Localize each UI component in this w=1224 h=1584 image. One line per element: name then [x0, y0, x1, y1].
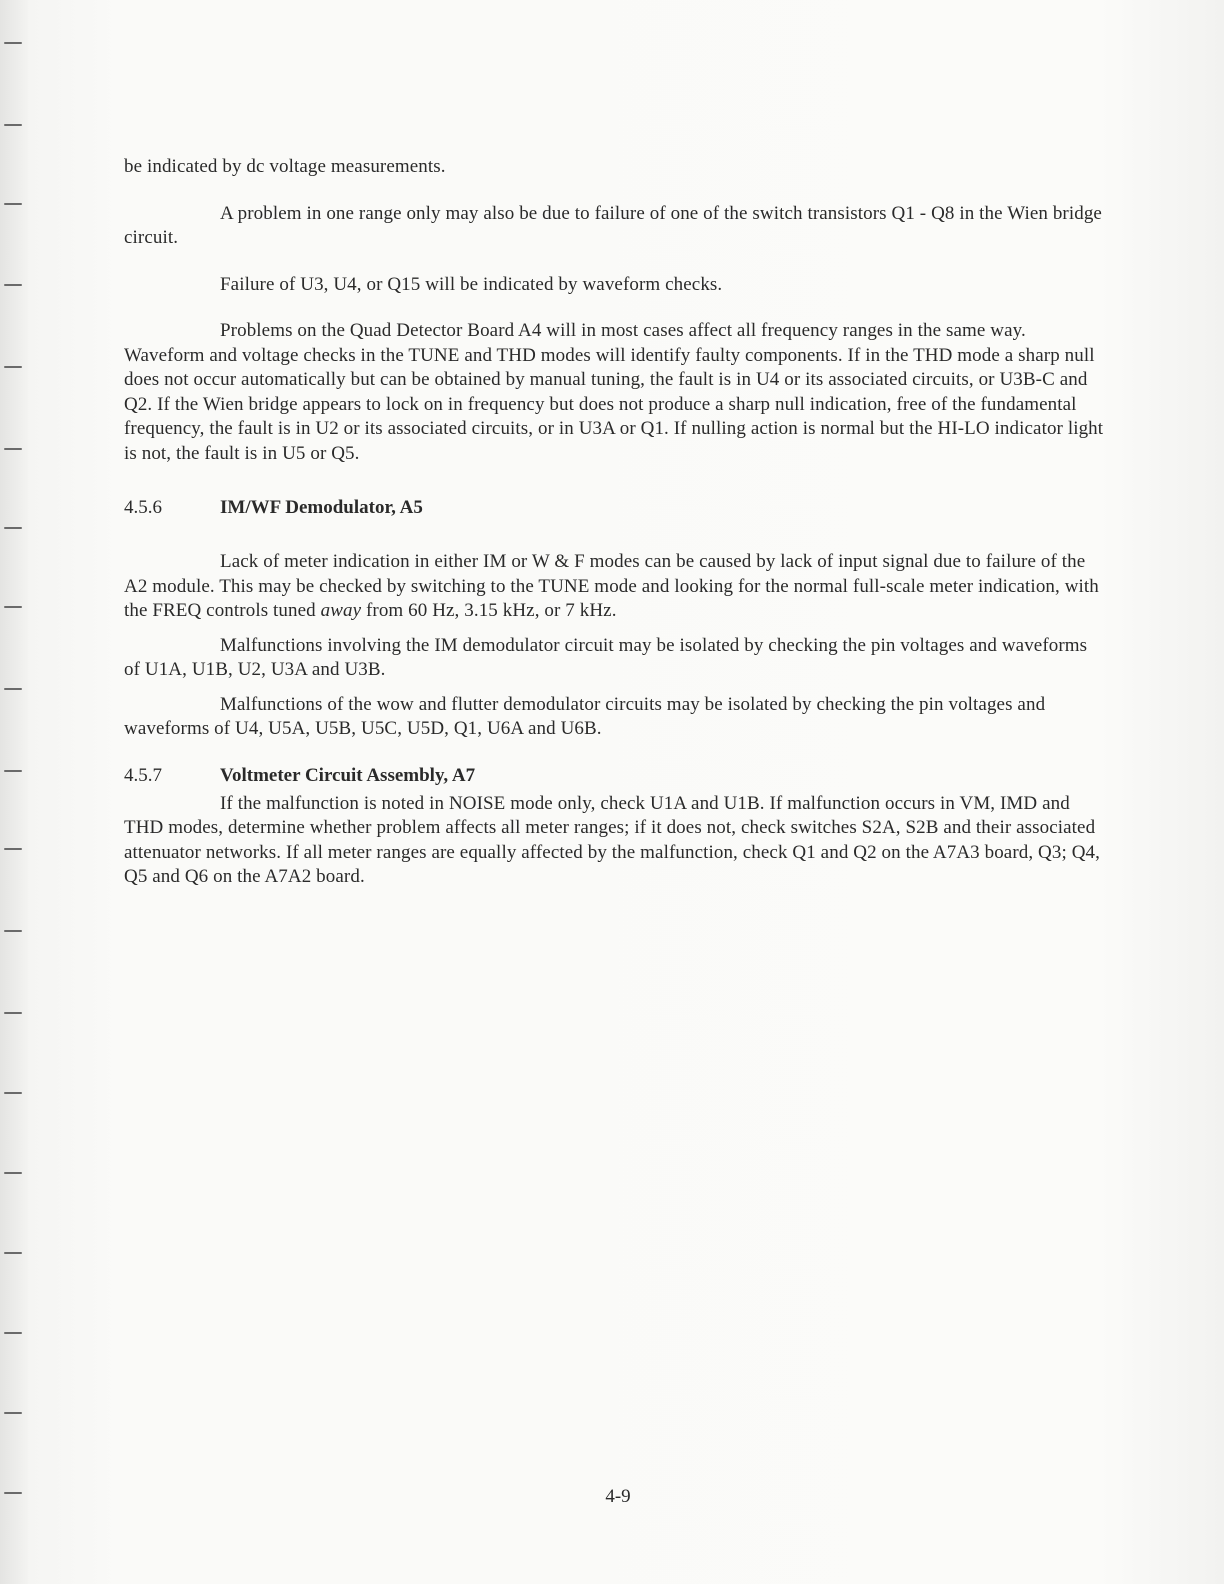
paragraph-quad-detector: Problems on the Quad Detector Board A4 will in most cases affect all frequency ranges in the same way. Waveform and voltage checks in the TUNE and THD modes will identify faulty components. If in the THD mode a sharp null does not occur automatically but can be obtained by manual tuning, the fault is in U4 or its associated circuits, or U3B-C and Q2. If the Wien bridge appears to lock on in frequency but does not produce a sharp null indication, free of the fundamental frequency, the fault is in U2 or its associated circuits, or in U3A or Q1. If nulling action is normal but the HI-LO indicator light is not, the fault is in U5 or Q5.	[124, 320, 1104, 464]
section-heading-4-5-6	[124, 496, 1104, 520]
paragraph-voltmeter-malfunction: If the malfunction is noted in NOISE mode only, check U1A and U1B. If malfunction occurs in VM, IMD and THD modes, determine whether problem affects all meter ranges; if it does not, check switches S2A, S2B and their associated attenuator networks. If all meter ranges are equally affected by the malfunction, check Q1 and Q2 on the A7A3 board, Q3; Q4, Q5 and Q6 on the A7A2 board.	[124, 792, 1100, 887]
binder-hole-mark	[4, 930, 22, 932]
paragraph-waveform-checks: Failure of U3, U4, or Q15 will be indicated by waveform checks.	[220, 273, 723, 295]
section-number: 4.5.7	[124, 764, 162, 786]
page-body	[124, 155, 1104, 890]
binder-hole-mark	[4, 1012, 22, 1014]
binder-hole-mark	[4, 848, 22, 850]
binder-hole-mark	[4, 688, 22, 690]
binder-hole-mark	[4, 1412, 22, 1414]
binder-hole-mark	[4, 284, 22, 286]
paragraph-im-demodulator: Malfunctions involving the IM demodulator circuit may be isolated by checking the pin voltages and waveforms of U1A, U1B, U2, U3A and U3B.	[124, 634, 1088, 680]
text-run: from 60 Hz, 3.15 kHz, or 7 kHz.	[361, 600, 617, 621]
binder-hole-mark	[4, 606, 22, 608]
binder-hole-mark	[4, 1252, 22, 1254]
binder-hole-mark	[4, 1332, 22, 1334]
paragraph-switch-transistors: A problem in one range only may also be due to failure of one of the switch transistors Q1 - Q8 in the Wien bridge circuit.	[124, 202, 1102, 248]
binder-hole-mark	[4, 203, 22, 205]
binder-hole-mark	[4, 1092, 22, 1094]
binder-hole-mark	[4, 448, 22, 450]
page-number: 4-9	[605, 1486, 631, 1507]
binder-hole-mark	[4, 42, 22, 44]
section-number: 4.5.6	[124, 497, 162, 518]
section-title: IM/WF Demodulator, A5	[220, 497, 423, 518]
binder-edge	[0, 0, 28, 1584]
binder-hole-mark	[4, 770, 22, 772]
section-title: Voltmeter Circuit Assembly, A7	[220, 764, 476, 786]
emphasis-text: away	[320, 600, 362, 621]
binder-hole-mark	[4, 366, 22, 368]
paragraph-dc-voltage: be indicated by dc voltage measurements.	[124, 156, 446, 177]
text-run: Lack of meter indication in either IM or W & F modes can be caused by lack of input signal due to failure of the A2 module. This may be checked by switching to the TUNE mode and looking for the normal full-scale meter indication, with the FREQ controls tuned	[124, 551, 1099, 621]
binder-hole-mark	[4, 527, 22, 529]
paragraph-lack-of-meter-indication	[124, 550, 1104, 624]
paragraph-wow-flutter-demodulator: Malfunctions of the wow and flutter demodulator circuits may be isolated by checking the pin voltages and waveforms of U4, U5A, U5B, U5C, U5D, Q1, U6A and U6B.	[124, 693, 1046, 739]
section-heading-4-5-7	[124, 764, 1104, 788]
binder-hole-mark	[4, 124, 22, 126]
binder-hole-mark	[4, 1172, 22, 1174]
